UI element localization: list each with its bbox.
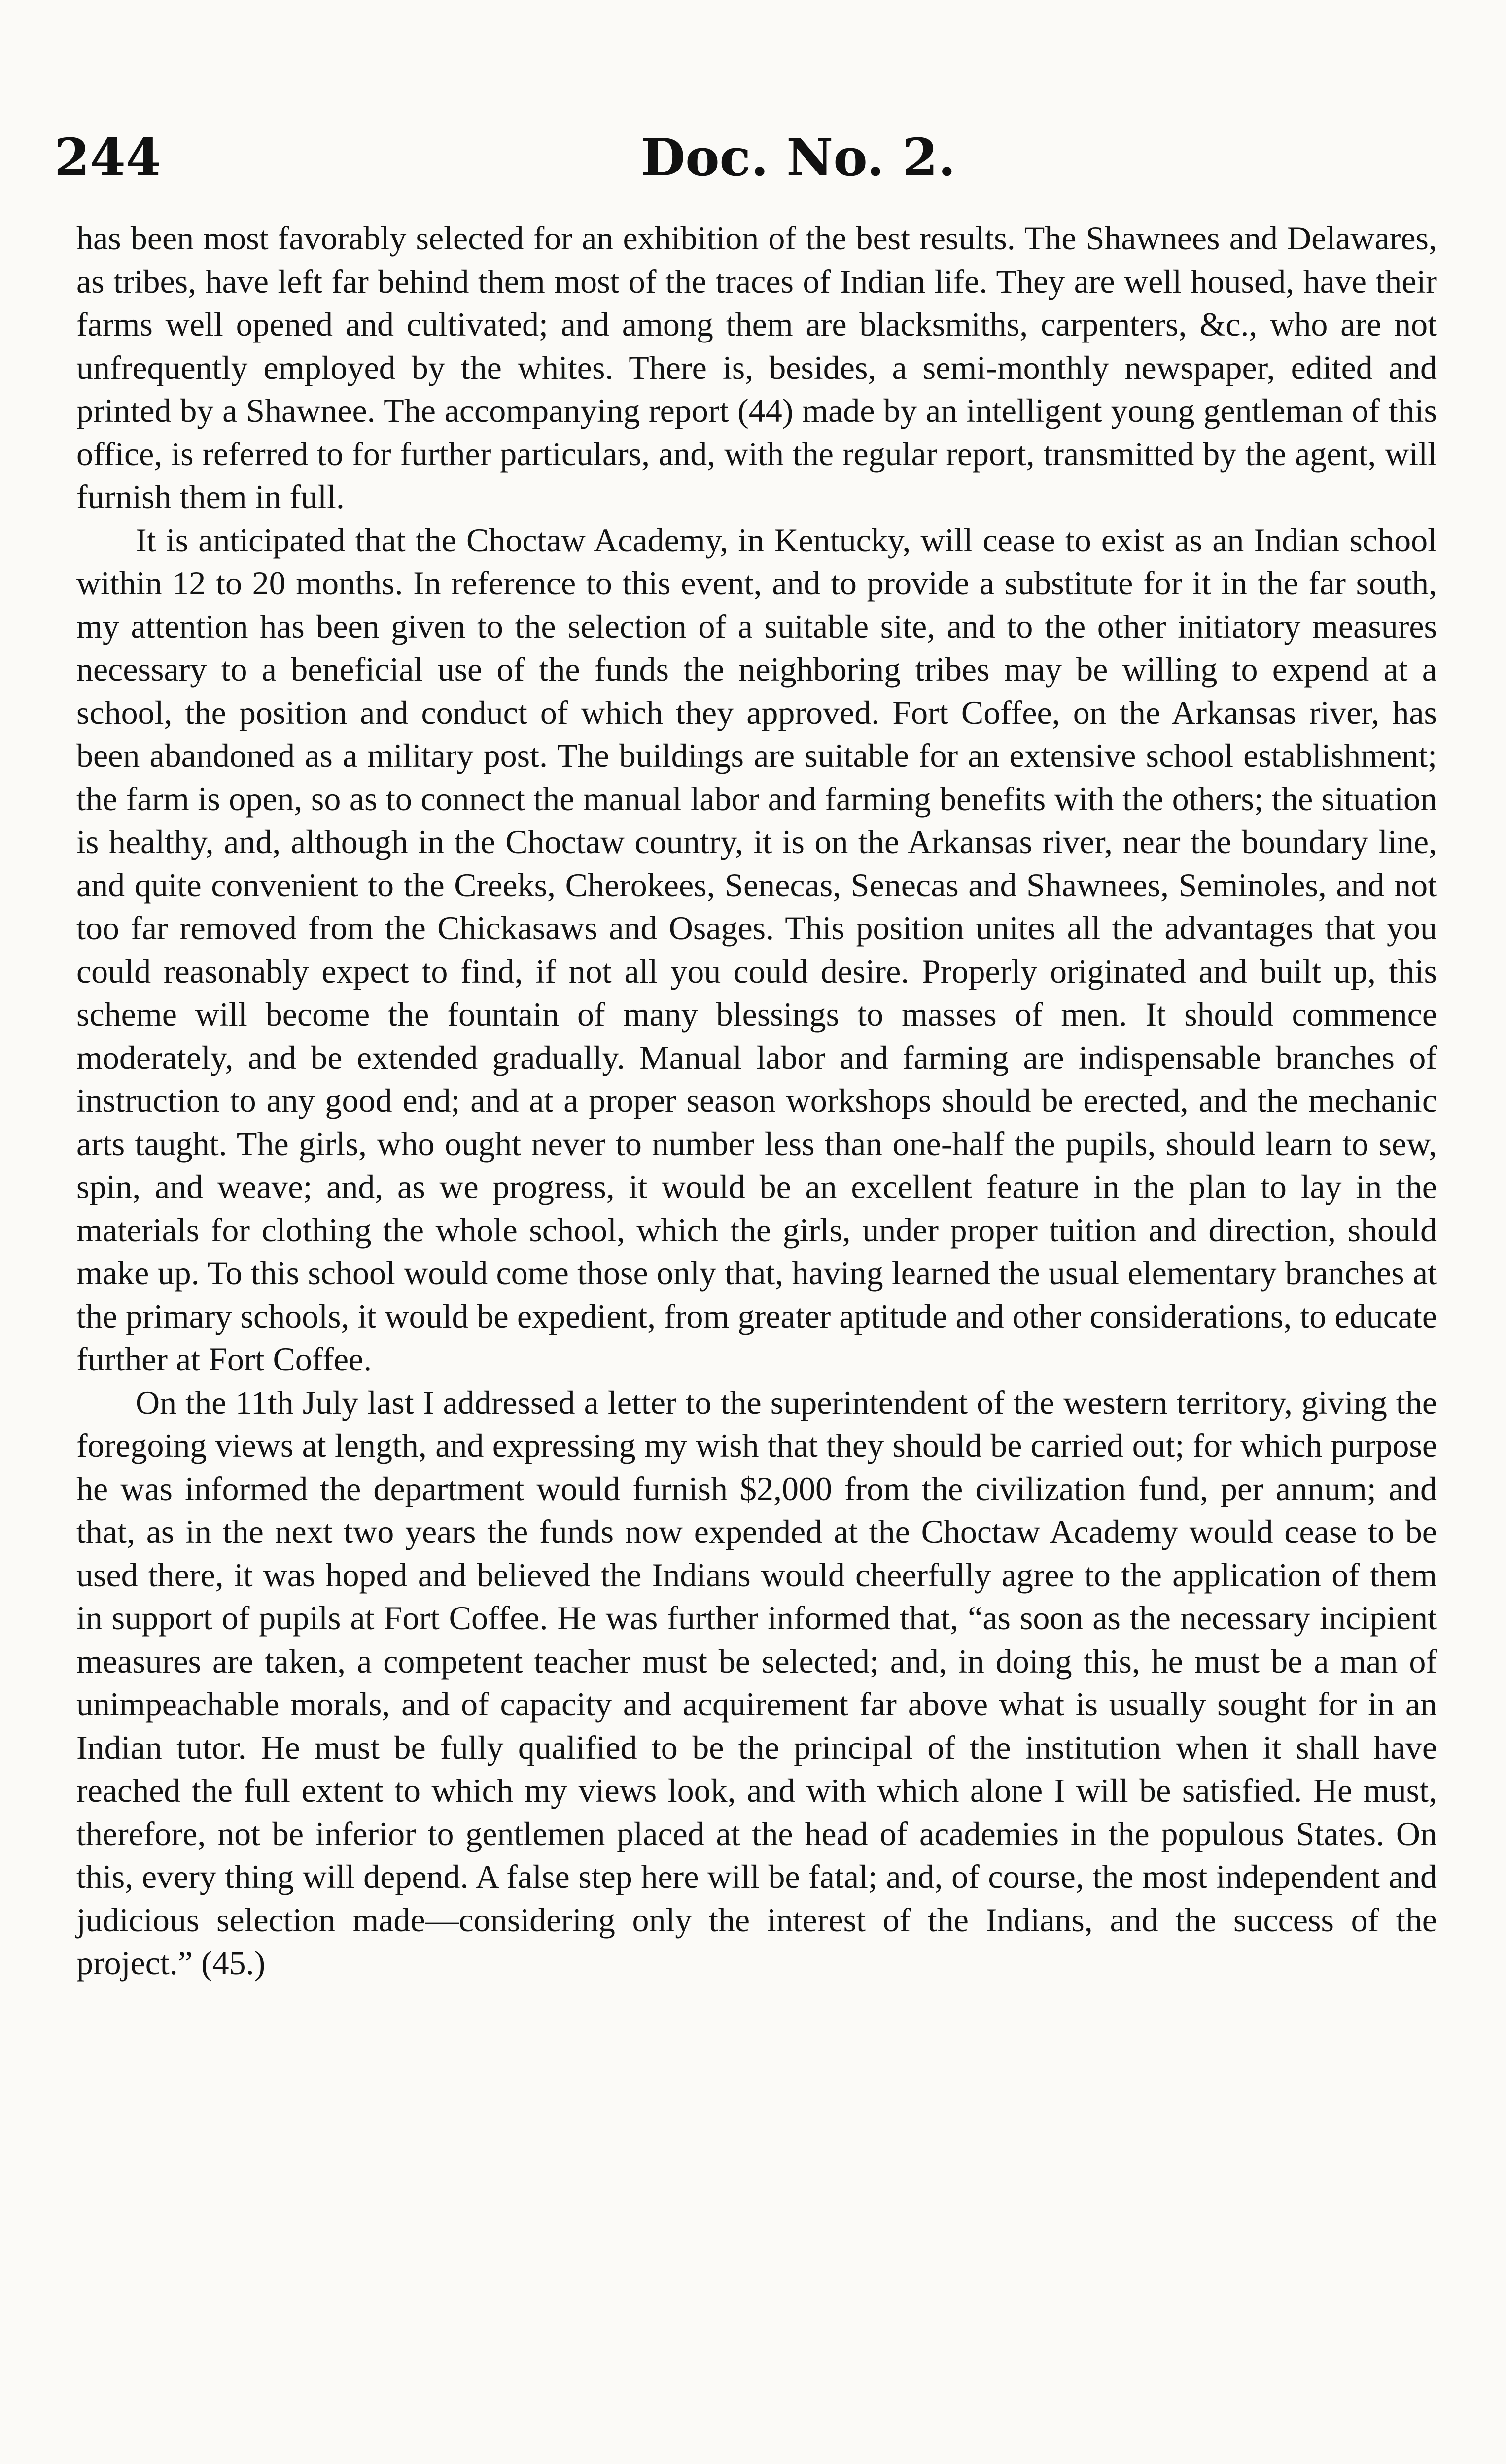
page-number: 244 xyxy=(54,127,162,188)
paragraph-continued: has been most favorably selected for an exhibition of the best results. The Shawnees and Delawares, as tribes, have left far behind them most of the traces of Indian life. They are well housed, have their farms well opened and cultivated; and among them are blacksmiths, carpenters, &c., who are not unfrequently employed by the whites. There is, besides, a semi-monthly newspaper, edited and printed by a Shawnee. The accompanying report (44) made by an intelligent young gentleman of this office, is referred to for further particulars, and, with the regular report, transmitted by the agent, will furnish them in full. xyxy=(76,219,1437,515)
body-text xyxy=(76,217,1437,1985)
document-title: Doc. No. 2. xyxy=(641,127,956,188)
page-header xyxy=(54,123,1435,202)
paragraph-choctaw-academy: It is anticipated that the Choctaw Academy, in Kentucky, will cease to exist as an Indian school within 12 to 20 months. In reference to this event, and to provide a substitute for it in the far south, my attention has been given to the selection of a suitable site, and to the other initiatory measures necessary to a beneficial use of the funds the neighboring tribes may be willing to expend at a school, the position and conduct of which they approved. Fort Coffee, on the Arkansas river, has been abandoned as a military post. The buildings are suitable for an extensive school establishment; the farm is open, so as to connect the manual labor and farming benefits with the others; the situation is healthy, and, although in the Choctaw country, it is on the Arkansas river, near the boundary line, and quite convenient to the Creeks, Cherokees, Senecas, Senecas and Shawnees, Seminoles, and not too far removed from the Chickasaws and Osages. This position unites all the advantages that you could reasonably expect to find, if not all you could desire. Properly originated and built up, this scheme will become the fountain of many blessings to masses of men. It should commence moderately, and be extended gradually. Manual labor and farming are indispensable branches of instruction to any good end; and at a proper season workshops should be erected, and the mechanic arts taught. The girls, who ought never to number less than one-half the pupils, should learn to sew, spin, and weave; and, as we progress, it would be an excellent feature in the plan to lay in the materials for clothing the whole school, which the girls, under proper tuition and direction, should make up. To this school would come those only that, having learned the usual elementary branches at the primary schools, it would be expedient, from greater aptitude and other considerations, to educate further at Fort Coffee. xyxy=(76,521,1437,1378)
paragraph-letter-to-superintendent: On the 11th July last I addressed a letter to the superintendent of the western territory, giving the foregoing views at length, and expressing my wish that they should be carried out; for which purpose he was informed the department would furnish $2,000 from the civilization fund, per annum; and that, as in the next two years the funds now expended at the Choctaw Academy would cease to be used there, it was hoped and believed the Indians would cheerfully agree to the application of them in support of pupils at Fort Coffee. He was further informed that, “as soon as the necessary incipient measures are taken, a competent teacher must be selected; and, in doing this, he must be a man of unimpeachable morals, and of capacity and acquirement far above what is usually sought for in an Indian tutor. He must be fully qualified to be the principal of the institution when it shall have reached the full extent to which my views look, and with which alone I will be satisfied. He must, therefore, not be inferior to gentlemen placed at the head of academies in the populous States. On this, every thing will depend. A false step here will be fatal; and, of course, the most independent and judicious selection made—considering only the interest of the Indians, and the success of the project.” (45.) xyxy=(76,1383,1437,1982)
